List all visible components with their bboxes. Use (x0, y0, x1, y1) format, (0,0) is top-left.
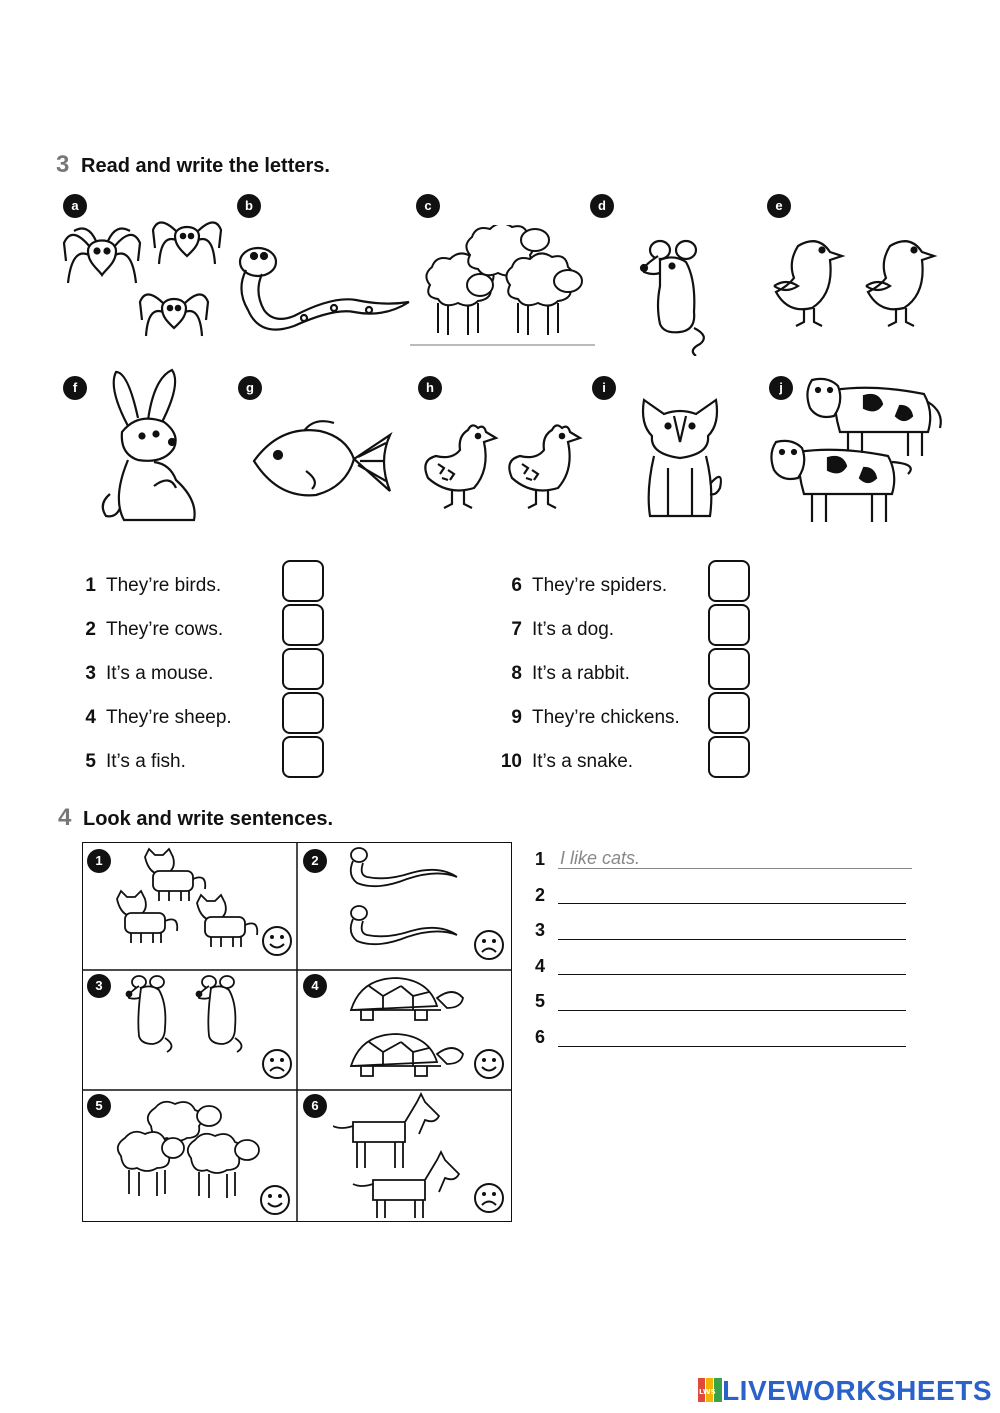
smiley-icon (473, 1048, 505, 1080)
write-line-2[interactable] (558, 903, 906, 904)
line-number-5: 5 (535, 991, 546, 1011)
picture-letter-a: a (63, 194, 87, 218)
sentence-text: It’s a mouse. (106, 663, 214, 684)
sentence-text: They’re birds. (106, 575, 222, 596)
sad-face-icon (473, 929, 505, 961)
cell-number: 4 (303, 974, 327, 998)
line-number-2: 2 (535, 885, 546, 905)
sentence-number: 2 (85, 619, 96, 640)
rabbit-icon (98, 368, 198, 528)
answer-box-7[interactable] (708, 604, 750, 646)
liveworksheets-logo-icon (698, 1378, 722, 1402)
picture-letter-c: c (416, 194, 440, 218)
sentence-text: They’re cows. (106, 619, 224, 640)
section-3-number: 3 (56, 151, 70, 178)
sentence-number: 5 (85, 751, 96, 772)
sentence-2 (85, 619, 224, 641)
fish-icon (250, 415, 395, 515)
brand-name: LIVEWORKSHEETS (722, 1375, 992, 1406)
dog-icon (636, 396, 726, 521)
line-number-1: 1 (535, 849, 546, 869)
cell-number: 6 (303, 1094, 327, 1118)
answer-box-3[interactable] (282, 648, 324, 690)
line-number-4: 4 (535, 956, 546, 976)
sentence-number: 9 (511, 707, 522, 728)
sentence-number: 4 (85, 707, 96, 728)
picture-letter-f: f (63, 376, 87, 400)
picture-letter-j: j (769, 376, 793, 400)
cell-number: 2 (303, 849, 327, 873)
sentence-10 (500, 751, 634, 773)
picture-letter-b: b (237, 194, 261, 218)
answer-box-2[interactable] (282, 604, 324, 646)
cell-number: 5 (87, 1094, 111, 1118)
chickens-icon (418, 420, 583, 515)
answer-box-10[interactable] (708, 736, 750, 778)
donkeys-icon (333, 1092, 473, 1218)
birds-icon (768, 234, 948, 334)
sentence-text: They’re spiders. (532, 575, 668, 596)
cows-icon (768, 372, 948, 532)
section-4-number: 4 (58, 804, 72, 831)
write-line-1[interactable] (558, 868, 912, 869)
grid-cell-6 (297, 1090, 511, 1221)
sentence-number: 1 (85, 575, 96, 596)
sentence-8 (511, 663, 630, 685)
sentence-5 (85, 751, 186, 773)
sentence-9 (511, 707, 680, 729)
grid-cell-4 (297, 970, 511, 1090)
sentence-number: 3 (85, 663, 96, 684)
picture-grid (82, 842, 512, 1222)
answer-box-8[interactable] (708, 648, 750, 690)
sheep-icon (410, 225, 595, 350)
sentence-number: 10 (500, 751, 522, 772)
section-4-title: Look and write sentences. (83, 808, 334, 830)
cats-icon (111, 847, 261, 962)
spiders-icon (62, 208, 232, 353)
sentence-6 (511, 575, 668, 597)
line-number-6: 6 (535, 1027, 546, 1047)
sentence-text: It’s a fish. (106, 751, 186, 772)
write-line-4[interactable] (558, 974, 906, 975)
example-answer: I like cats. (560, 848, 641, 868)
sentence-number: 6 (511, 575, 522, 596)
mice-icon (121, 972, 261, 1087)
sentence-7 (511, 619, 615, 641)
snake-icon (234, 240, 414, 350)
cell-number: 1 (87, 849, 111, 873)
sentence-1 (85, 575, 222, 597)
picture-letter-e: e (767, 194, 791, 218)
picture-letter-h: h (418, 376, 442, 400)
picture-letter-d: d (590, 194, 614, 218)
picture-letter-i: i (592, 376, 616, 400)
mouse-icon (630, 236, 710, 356)
grid-cell-5 (83, 1090, 297, 1221)
cell-number: 3 (87, 974, 111, 998)
smiley-icon (259, 1184, 291, 1216)
write-line-5[interactable] (558, 1010, 906, 1011)
answer-box-9[interactable] (708, 692, 750, 734)
grid-cell-2 (297, 843, 511, 970)
sentence-text: They’re sheep. (106, 707, 232, 728)
sentence-text: They’re chickens. (532, 707, 680, 728)
sheep-icon (111, 1096, 269, 1214)
sad-face-icon (473, 1182, 505, 1214)
answer-box-1[interactable] (282, 560, 324, 602)
sad-face-icon (261, 1048, 293, 1080)
tortoises-icon (347, 974, 467, 1086)
write-line-3[interactable] (558, 939, 906, 940)
section-3-title: Read and write the letters. (81, 155, 330, 177)
write-line-6[interactable] (558, 1046, 906, 1047)
grid-cell-3 (83, 970, 297, 1090)
sentence-4 (85, 707, 232, 729)
sentence-number: 7 (511, 619, 522, 640)
logo-letter: LWS (699, 1388, 716, 1396)
answer-box-4[interactable] (282, 692, 324, 734)
line-number-3: 3 (535, 920, 546, 940)
sentence-text: It’s a rabbit. (532, 663, 630, 684)
answer-box-5[interactable] (282, 736, 324, 778)
grid-cell-1 (83, 843, 297, 970)
picture-letter-g: g (238, 376, 262, 400)
sentence-3 (85, 663, 214, 685)
sentence-text: It’s a snake. (532, 751, 634, 772)
smiley-icon (261, 925, 293, 957)
sentence-number: 8 (511, 663, 522, 684)
sentence-text: It’s a dog. (532, 619, 615, 640)
snakes-icon (347, 845, 467, 967)
answer-box-6[interactable] (708, 560, 750, 602)
